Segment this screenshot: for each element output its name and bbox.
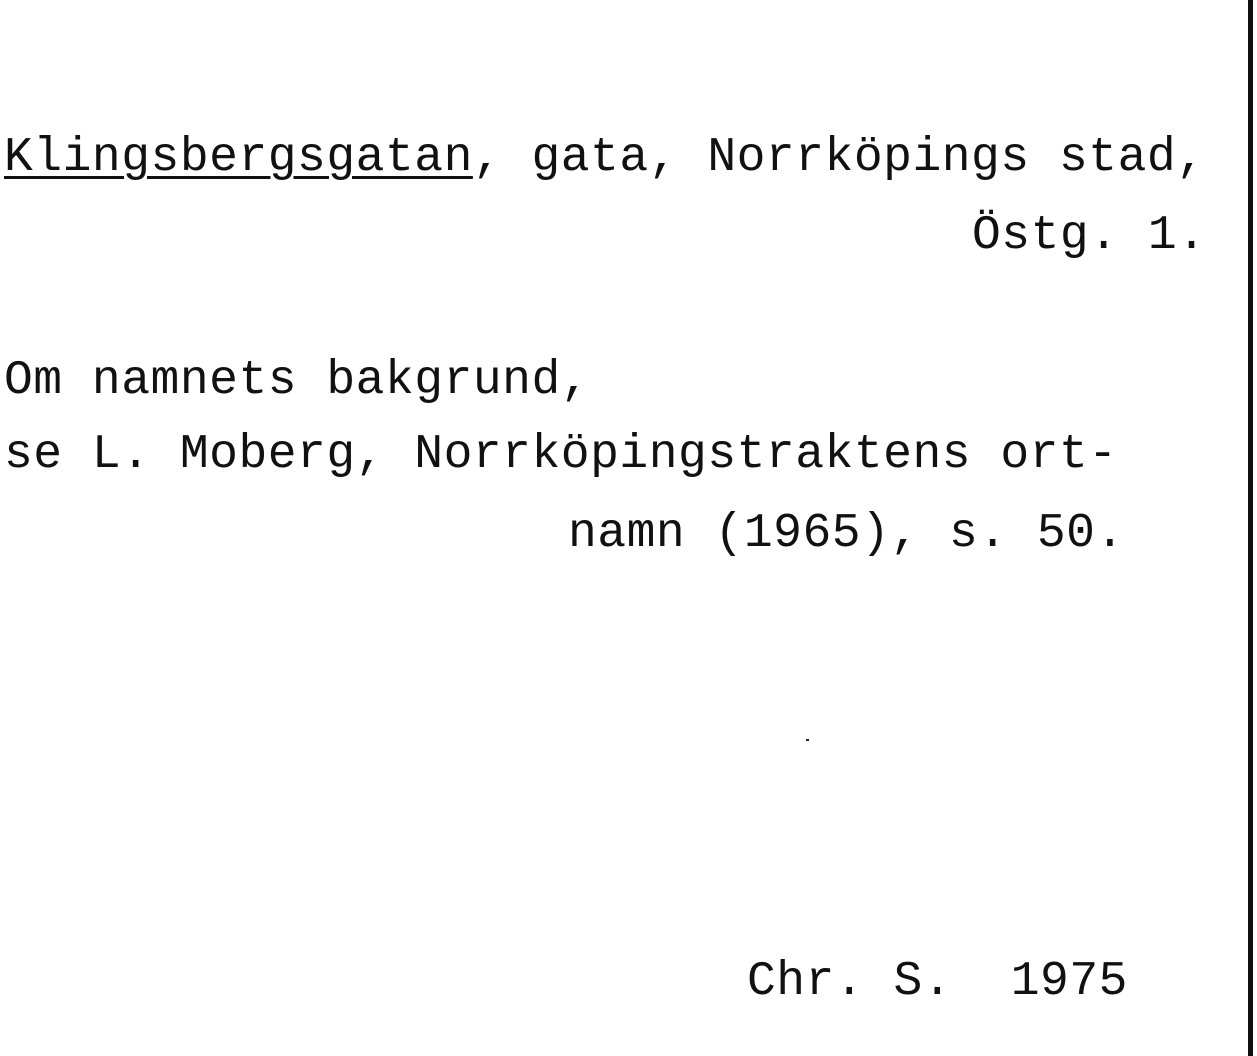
headword: Klingsbergsgatan [4,131,473,185]
county-code: Östg. 1. [972,209,1207,263]
ink-speck [806,739,809,741]
note-line-2: se L. Moberg, Norrköpingstraktens ort- [4,428,1118,482]
note-line-3: namn (1965), s. 50. [568,507,1125,561]
note-line-1: Om namnets bakgrund, [4,354,591,408]
signature: Chr. S. 1975 [747,955,1128,1009]
card-heading [4,131,1206,185]
heading-description: , gata, Norrköpings stad, [472,131,1206,185]
card-edge-border [1248,0,1253,1056]
